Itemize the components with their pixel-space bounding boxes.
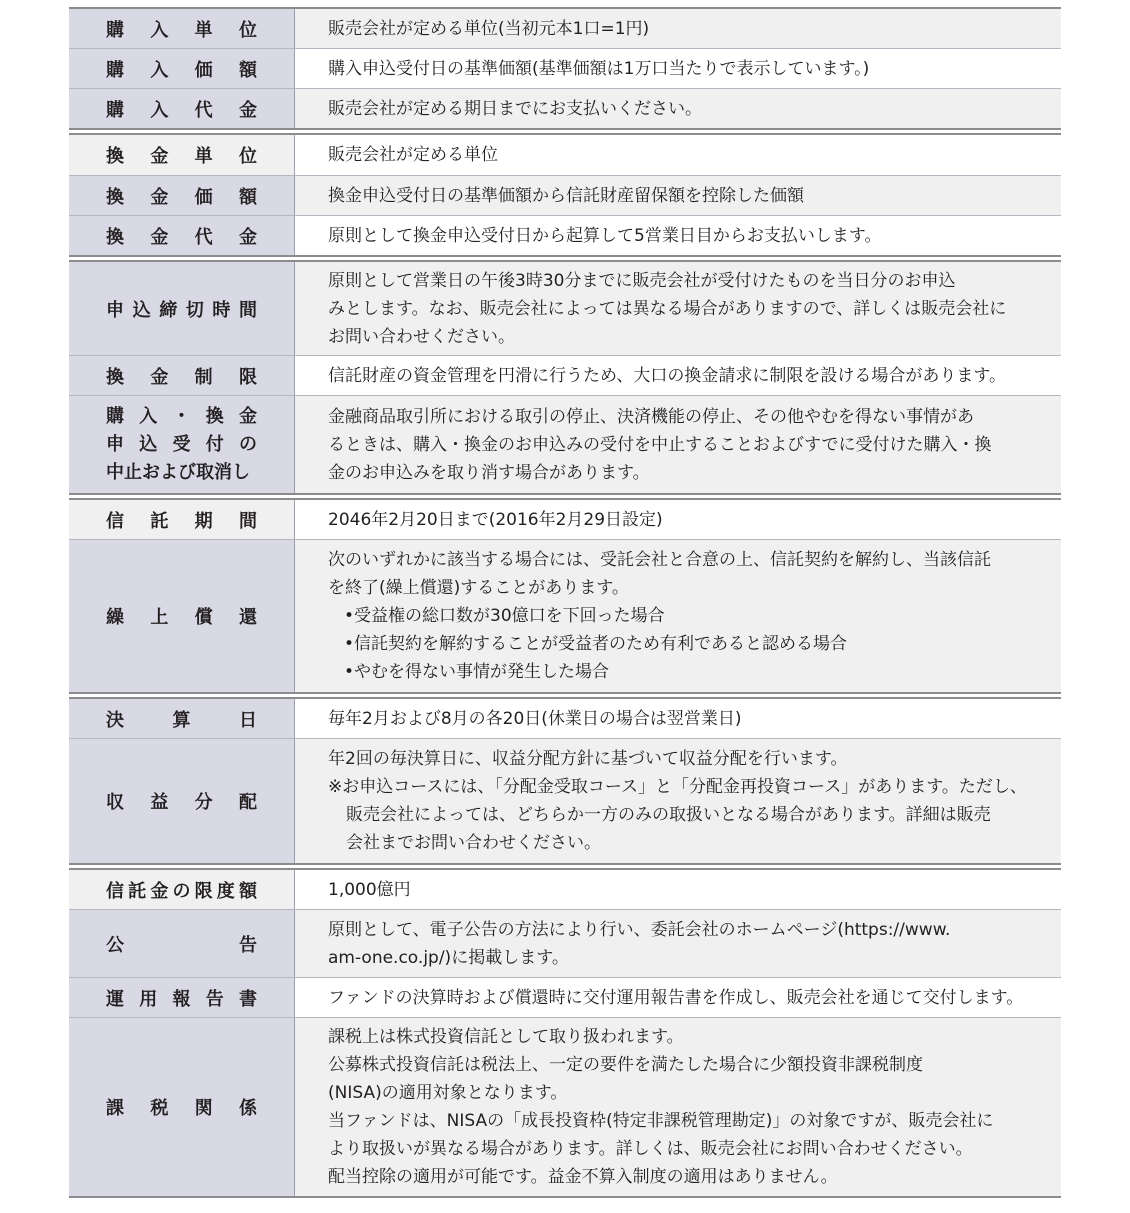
row-content [295, 9, 1061, 48]
row-content [295, 176, 1061, 215]
row-label [69, 739, 295, 863]
content-line: お問い合わせください。 [328, 326, 515, 347]
table-row [69, 910, 1061, 978]
content-line: 公募株式投資信託は税法上、一定の要件を満たした場合に少額投資非課税制度 [328, 1055, 923, 1075]
content-line: 販売会社が定める単位 [328, 145, 498, 165]
content-line: 2046年2月20日まで(2016年2月29日設定) [328, 509, 663, 530]
row-content [295, 540, 1061, 692]
row-label [69, 870, 295, 909]
row-label [69, 500, 295, 539]
content-line: •受益権の総口数が30億口を下回った場合 [344, 606, 665, 626]
content-line: より取扱いが異なる場合があります。詳しくは、販売会社にお問い合わせください。 [328, 1139, 973, 1159]
table-row [69, 9, 1061, 49]
row-content [295, 870, 1061, 909]
term-group [69, 498, 1061, 694]
content-line: るときは、購入・換金のお申込みの受付を中止することおよびすでに受付けた購入・換 [328, 434, 992, 455]
row-content [295, 396, 1061, 493]
table-row [69, 870, 1061, 910]
row-content [295, 1018, 1061, 1196]
row-label-text: 公 告 [106, 934, 257, 956]
row-label [69, 396, 295, 493]
row-label [69, 978, 295, 1017]
fund-terms-table [69, 0, 1061, 1198]
row-label-text: 申 込 受 付 の [106, 433, 257, 455]
table-row [69, 216, 1061, 257]
redemption-group [69, 133, 1061, 257]
table-row [69, 739, 1061, 865]
content-line: ※お申込コースには、「分配金受取コース」と「分配金再投資コース」があります。ただし、 [328, 777, 1027, 797]
content-line: 年2回の毎決算日に、収益分配方針に基づいて収益分配を行います。 [328, 749, 848, 769]
row-content [295, 49, 1061, 88]
row-label-text: 信 託 金 の 限 度 額 [106, 880, 257, 902]
row-label-text: 繰 上 償 還 [106, 607, 257, 628]
content-line: 1,000億円 [328, 879, 411, 900]
row-label [69, 540, 295, 692]
row-label-text: 運 用 報 告 書 [106, 988, 257, 1010]
table-row [69, 135, 1061, 176]
row-content [295, 500, 1061, 539]
table-row [69, 356, 1061, 396]
row-label [69, 89, 295, 128]
row-label-text: 収 益 分 配 [106, 792, 257, 813]
content-line: 原則として換金申込受付日から起算して5営業日目からお支払いします。 [328, 225, 882, 246]
row-content [295, 216, 1061, 255]
content-line: 毎年2月および8月の各20日(休業日の場合は翌営業日) [328, 708, 742, 729]
content-line: 金融商品取引所における取引の停止、決済機能の停止、その他やむを得ない事情があ [328, 406, 974, 427]
content-line: 金のお申込みを取り消す場合があります。 [328, 462, 650, 483]
table-row [69, 396, 1061, 495]
row-label-text: 決 算 日 [106, 709, 257, 731]
content-line: 原則として、電子公告の方法により行い、委託会社のホームページ(https://www. [328, 919, 951, 940]
table-row [69, 699, 1061, 739]
row-label-text: 信 託 期 間 [106, 510, 257, 532]
row-label-text: 購 入 代 金 [106, 99, 257, 121]
content-line: (NISA)の適用対象となります。 [328, 1083, 568, 1103]
content-line: 販売会社が定める期日までにお支払いください。 [328, 98, 702, 119]
row-content [295, 135, 1061, 175]
row-label [69, 699, 295, 738]
table-row [69, 49, 1061, 89]
content-line: 販売会社によっては、どちらか一方のみの取扱いとなる場合があります。詳細は販売 [346, 805, 991, 825]
row-label-line: 中止および取消し [106, 461, 250, 483]
content-line: ファンドの決算時および償還時に交付運用報告書を作成し、販売会社を通じて交付します。 [328, 987, 1024, 1008]
row-label [69, 176, 295, 215]
application-group [69, 260, 1061, 495]
row-label-text: 課 税 関 係 [106, 1098, 257, 1119]
table-row [69, 500, 1061, 540]
row-label-text: 申 込 締 切 時 間 [106, 299, 257, 321]
row-label [69, 356, 295, 395]
content-line: 換金申込受付日の基準価額から信託財産留保額を控除した価額 [328, 185, 804, 206]
content-line: みとします。なお、販売会社によっては異なる場合がありますので、詳しくは販売会社に [328, 298, 1007, 319]
row-label [69, 216, 295, 255]
content-line: •やむを得ない事情が発生した場合 [344, 662, 610, 682]
row-content [295, 910, 1061, 977]
table-row [69, 262, 1061, 356]
row-label [69, 262, 295, 355]
content-line: 課税上は株式投資信託として取り扱われます。 [328, 1027, 684, 1047]
content-line: 販売会社が定める単位(当初元本1口=1円) [328, 18, 650, 39]
content-line: 当ファンドは、NISAの「成長投資枠(特定非課税管理勘定)」の対象ですが、販売会社に [328, 1111, 994, 1131]
row-label [69, 135, 295, 175]
content-line: am-one.co.jp/)に掲載します。 [328, 947, 569, 968]
row-label [69, 1018, 295, 1196]
row-label-text: 換 金 価 額 [106, 186, 257, 208]
content-line: 購入申込受付日の基準価額(基準価額は1万口当たりで表示しています。) [328, 58, 870, 79]
row-content [295, 356, 1061, 395]
content-line: 会社までお問い合わせください。 [346, 833, 601, 853]
row-label-text: 換 金 制 限 [106, 366, 257, 388]
row-label-text: 換 金 単 位 [106, 146, 257, 167]
content-line: を終了(繰上償還)することがあります。 [328, 578, 629, 598]
row-label-text: 換 金 代 金 [106, 226, 257, 248]
content-line: 信託財産の資金管理を円滑に行うため、大口の換金請求に制限を設ける場合があります。 [328, 365, 1006, 386]
row-content [295, 699, 1061, 738]
row-label [69, 9, 295, 48]
table-row [69, 1018, 1061, 1198]
table-row [69, 978, 1061, 1018]
row-content [295, 262, 1061, 355]
row-label [69, 49, 295, 88]
row-content [295, 978, 1061, 1017]
table-row [69, 89, 1061, 130]
other-group [69, 868, 1061, 1198]
row-label [69, 910, 295, 977]
row-content [295, 89, 1061, 128]
content-line: 次のいずれかに該当する場合には、受託会社と合意の上、信託契約を解約し、当該信託 [328, 550, 991, 570]
row-label-text: 購 入 価 額 [106, 59, 257, 81]
row-content [295, 739, 1061, 863]
row-label-text: 購 入 単 位 [106, 19, 257, 41]
content-line: •信託契約を解約することが受益者のため有利であると認める場合 [344, 634, 848, 654]
row-label-text: 購 入 ・ 換 金 [106, 405, 257, 427]
content-line: 配当控除の適用が可能です。益金不算入制度の適用はありません。 [328, 1167, 838, 1187]
purchase-group [69, 7, 1061, 130]
table-row [69, 176, 1061, 216]
table-row [69, 540, 1061, 694]
content-line: 原則として営業日の午後3時30分までに販売会社が受付けたものを当日分のお申込 [328, 270, 956, 291]
settlement-group [69, 697, 1061, 865]
